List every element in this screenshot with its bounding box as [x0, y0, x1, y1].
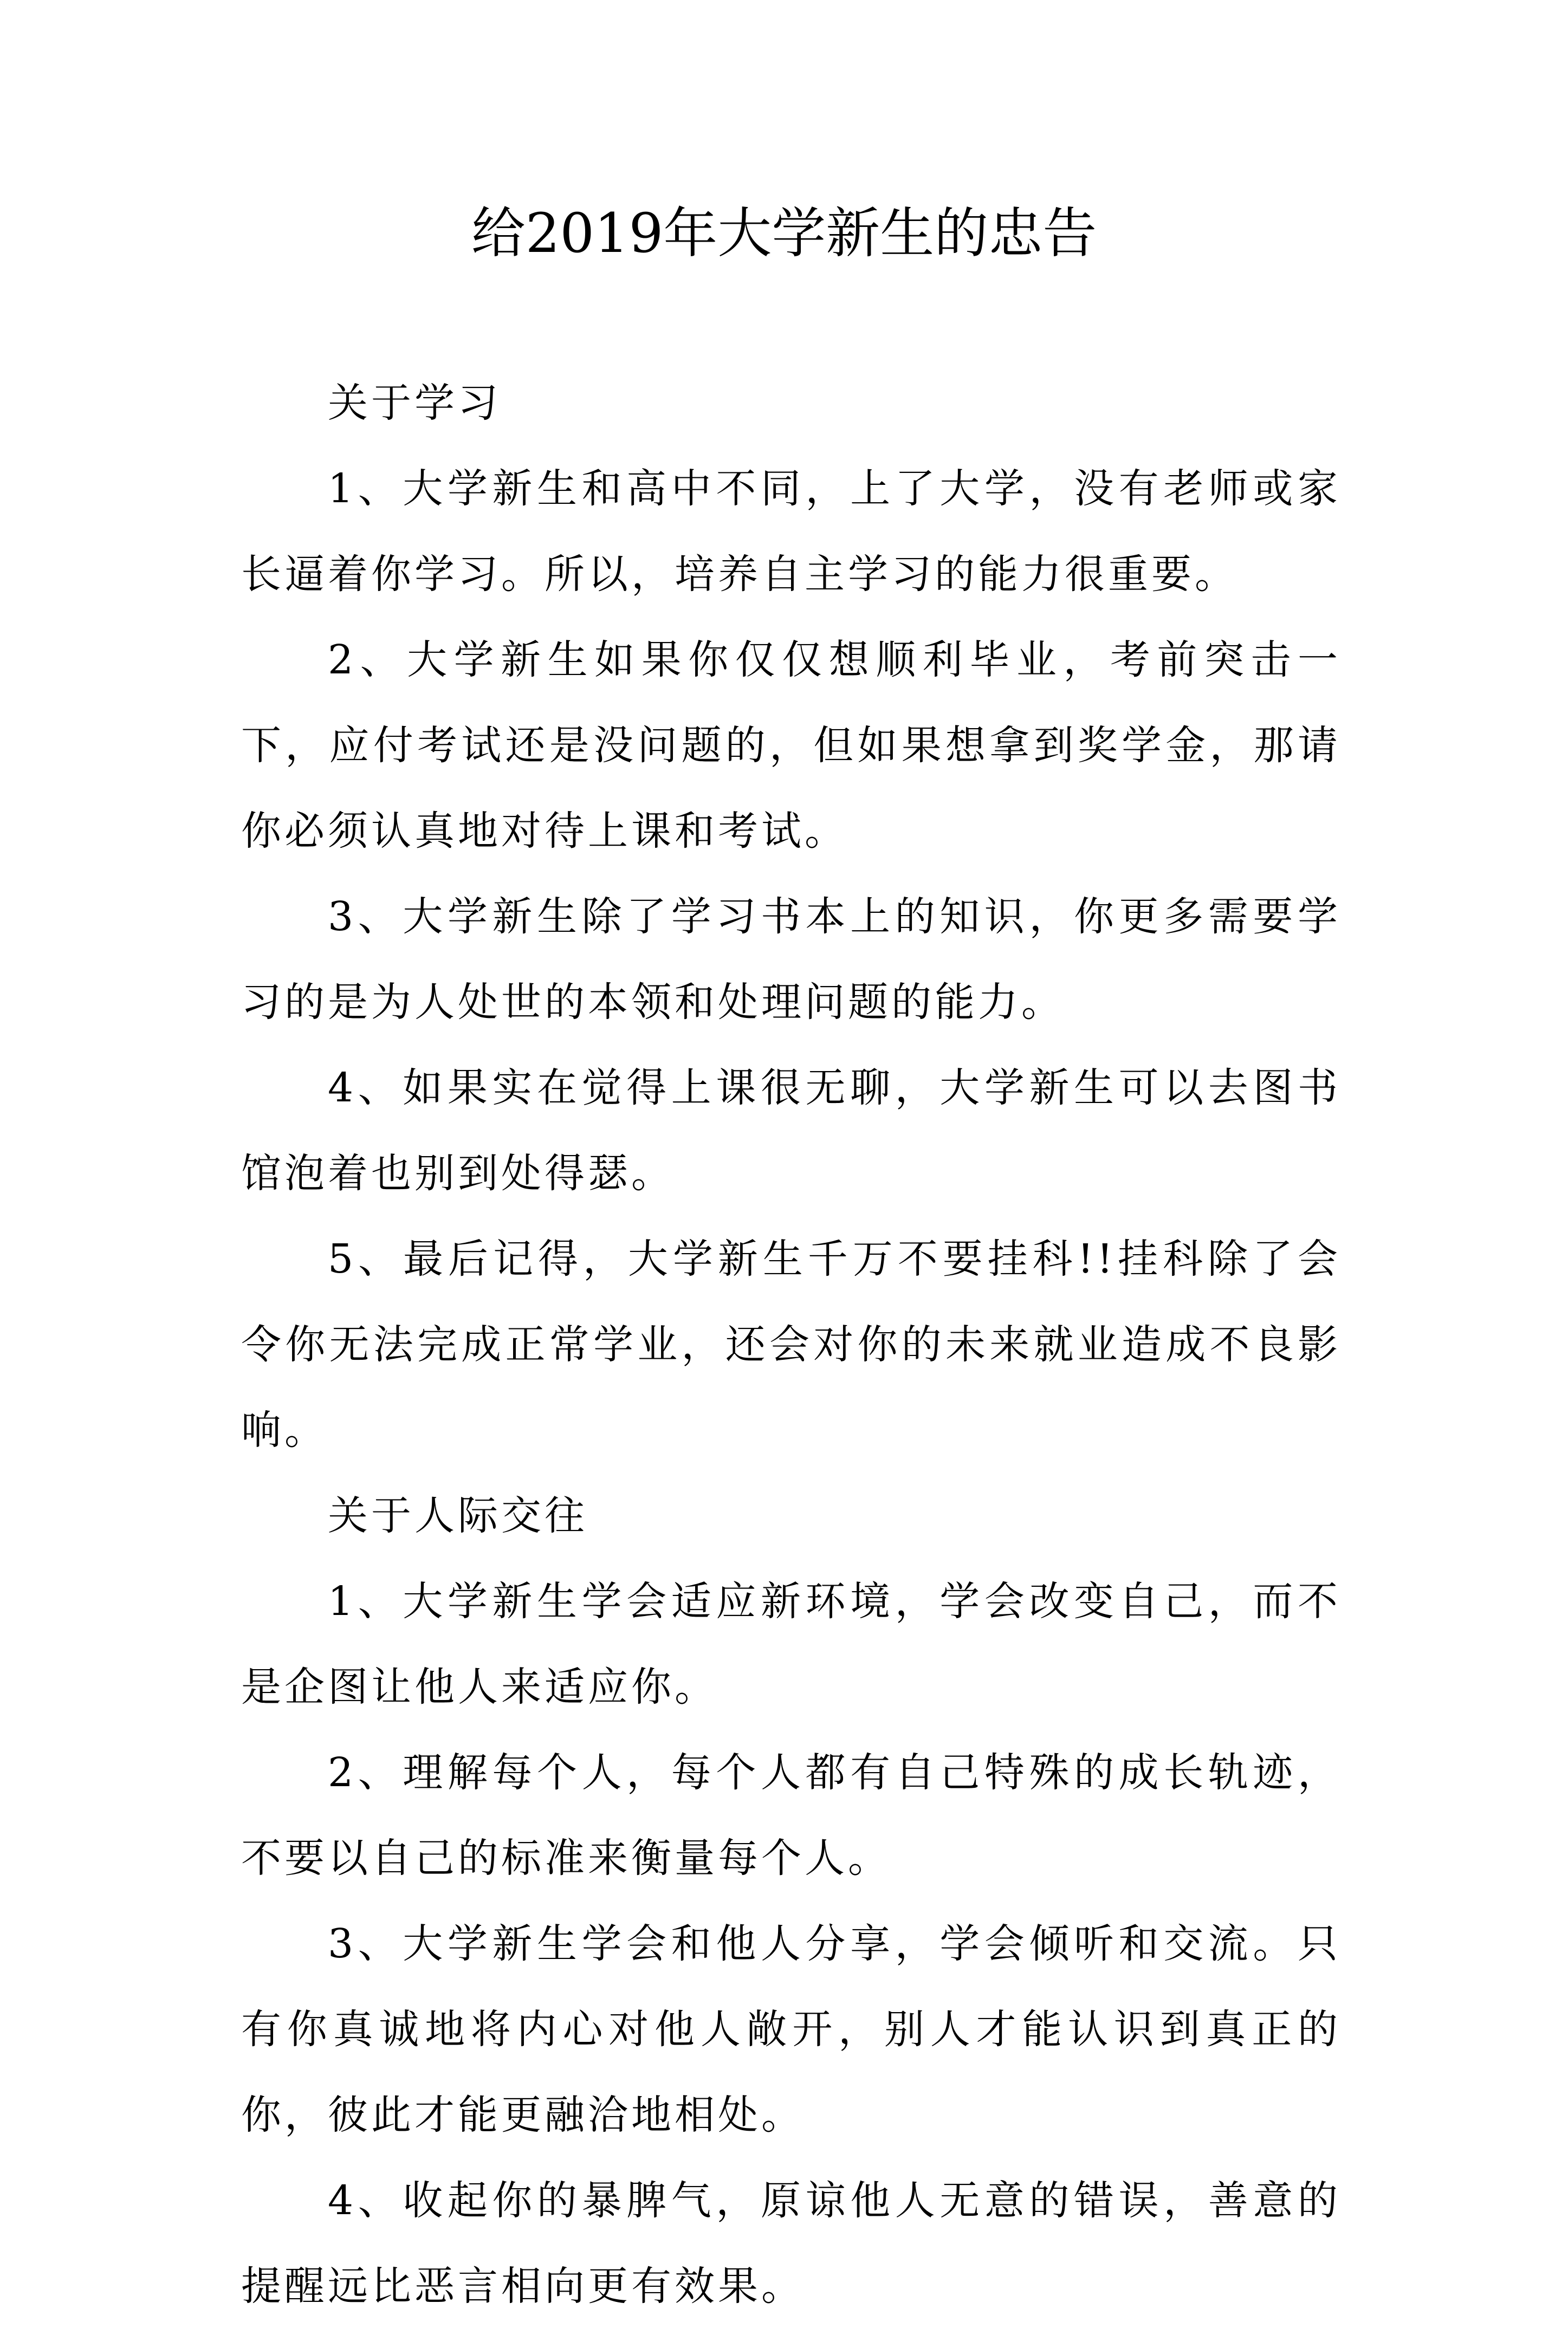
- study-point-4: 4、如果实在觉得上课很无聊，大学新生可以去图书馆泡着也别到处得瑟。: [241, 1065, 1341, 1197]
- document-body: [241, 360, 1341, 2329]
- social-point-1: 1、大学新生学会适应新环境，学会改变自己，而不是企图让他人来适应你。: [241, 1578, 1341, 1710]
- section-heading-social: 关于人际交往: [328, 1493, 588, 1539]
- study-point-5: 5、最后记得，大学新生千万不要挂科!!挂科除了会令你无法完成正常学业，还会对你的未来就业造成不良影响。: [241, 1236, 1341, 1454]
- social-point-3: 3、大学新生学会和他人分享，学会倾听和交流。只有你真诚地将内心对他人敞开，别人才能认识到真正的你，彼此才能更融洽地相处。: [241, 1921, 1341, 2138]
- study-point-3: 3、大学新生除了学习书本上的知识，你更多需要学习的是为人处世的本领和处理问题的能力。: [241, 893, 1341, 1026]
- section-heading-study: 关于学习: [328, 380, 501, 426]
- document-title: 给2019年大学新生的忠告: [471, 202, 1097, 265]
- social-point-2: 2、理解每个人，每个人都有自己特殊的成长轨迹，不要以自己的标准来衡量每个人。: [241, 1749, 1341, 1882]
- study-point-2: 2、大学新生如果你仅仅想顺利毕业，考前突击一下，应付考试还是没问题的，但如果想拿到奖学金，那请你必须认真地对待上课和考试。: [241, 637, 1341, 854]
- social-point-4: 4、收起你的暴脾气，原谅他人无意的错误，善意的提醒远比恶言相向更有效果。: [241, 2177, 1341, 2309]
- study-point-1: 1、大学新生和高中不同，上了大学，没有老师或家长逼着你学习。所以，培养自主学习的能力很重要。: [241, 465, 1341, 598]
